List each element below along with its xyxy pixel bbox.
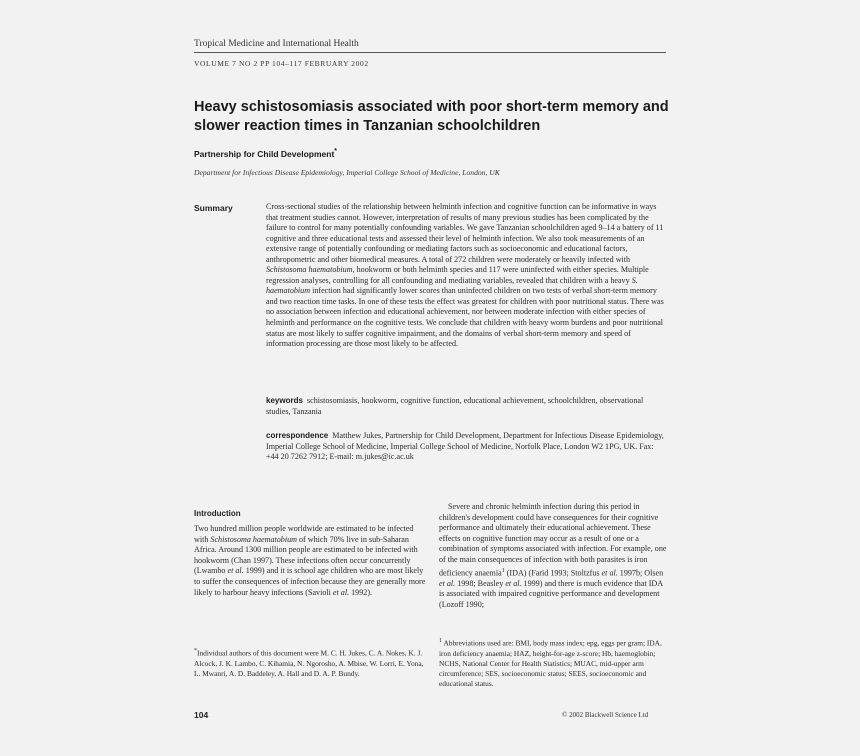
author-line [194,148,337,159]
page-number: 104 [194,710,209,720]
author-name: Partnership for Child Development [194,148,335,159]
correspondence-label: correspondence [266,431,329,440]
correspondence [266,431,668,463]
correspondence-text: Matthew Jukes, Partnership for Child Development, Department for Infectious Disease Epidemiology, Imperial College School of Medicine, Imperial College School of Medicine, Norfolk Place, London W2 1PG, UK. Fax: +44 20 7262 7912; E-mail: m.jukes@ic.ac.uk [266,431,664,461]
introduction-heading: Introduction [194,509,241,518]
copyright: © 2002 Blackwell Science Ltd [562,711,649,719]
header-rule [194,52,666,53]
footnote-abbreviations: $^1$ Abbreviations used are: BMI, body mass index; epg, eggs per gram; IDA, iron deficiency anaemia; HAZ, height-for-age z-score; Hb, haemoglobin; NCHS, National Center for Health Statistics; MUAC, mid-upper arm circumference; SES, socioeconomic status; SEES, socioeconomic and educational status. [439,638,662,688]
keywords-text: schistosomiasis, hookworm, cognitive function, educational achievement, schoolchildren, observational studies, Tanzania [266,396,644,416]
summary-text: Cross-sectional studies of the relationship between helminth infection and cognitive function can be informative in ways that treatment studies cannot. However, interpretation of results of many previous studies has been complicated by the failure to control for many potentially confounding variables. We gave Tanzanian schoolchildren aged 9–14 a battery of 11 cognitive and three educational tests and assessed their level of helminth infection. We also took measurements of an extensive range of potentially confounding or mediating factors such as socioeconomic and educational factors, anthropometric and other biomedical measures. A total of 272 children were moderately or heavily infected with Schistosoma haematobium, hookworm or both helminth species and 117 were uninfected with either species. Multiple regression analyses, controlling for all confounding and mediating variables, revealed that children with a heavy S. haematobium infection had significantly lower scores than uninfected children on two tests of verbal short-term memory and two reaction time tasks. In one of these tests the effect was greatest for children with poor nutritional status. There was no association between infection and educational achievement, nor between moderate infection with either species of helminth and performance on the cognitive tests. We conclude that children with heavy worm burdens and poor nutritional status are most likely to suffer cognitive impairment, and the domains of verbal short-term memory and speed of information processing are those most likely to be affected. [266,202,664,349]
introduction-right-column: Severe and chronic helminth infection during this period in children's development could have consequences for their cognitive performance and ultimately their educational achievement. These effects on cognitive function may occur as a result of one or a combination of symptoms associated with infection. For example, one of the main consequences of infection with both parasites is iron deficiency anaemia$^1$ (IDA) (Farid 1993; Stoltzfus et al. 1997b; Olsen et al. 1998; Beasley et al. 1999) and there is much evidence that IDA is associated with impaired cognitive performance and development (Lozoff 1990; [439,502,667,610]
keywords-label: keywords [266,396,303,405]
journal-name: Tropical Medicine and International Health [194,39,359,49]
keywords [266,396,668,417]
article-title: Heavy schistosomiasis associated with poor short-term memory and slower reaction times in Tanzanian schoolchildren [194,99,669,134]
volume-line: VOLUME 7 NO 2 PP 104–117 FEBRUARY 2002 [194,59,369,68]
introduction-left-column: Two hundred million people worldwide are estimated to be infected with Schistosoma haematobium of which 70% live in sub-Saharan Africa. Around 1300 million people are estimated to be infected with hookworm (Chan 1997). These infections often occur concurrently (Lwambo et al. 1999) and it is school age children who are most likely to suffer the consequences of infection because they are generally more likely to harbour heavy infections (Savioli et al. 1992). [194,524,426,597]
footnote-authors: *Individual authors of this document were M. C. H. Jukes, C. A. Nokes, K. J. Alcock, J. K. Lambo, C. Kihamia, N. Ngorosho, A. Mbise, W. Lorri, E. Yona, L. Mwanri, A. D. Baddeley, A. Hall and D. A. P. Bundy. [194,648,424,678]
author-mark: * [334,148,338,155]
summary-label: Summary [194,203,233,213]
affiliation: Department for Infectious Disease Epidemiology, Imperial College School of Medicine, London, UK [194,168,500,177]
